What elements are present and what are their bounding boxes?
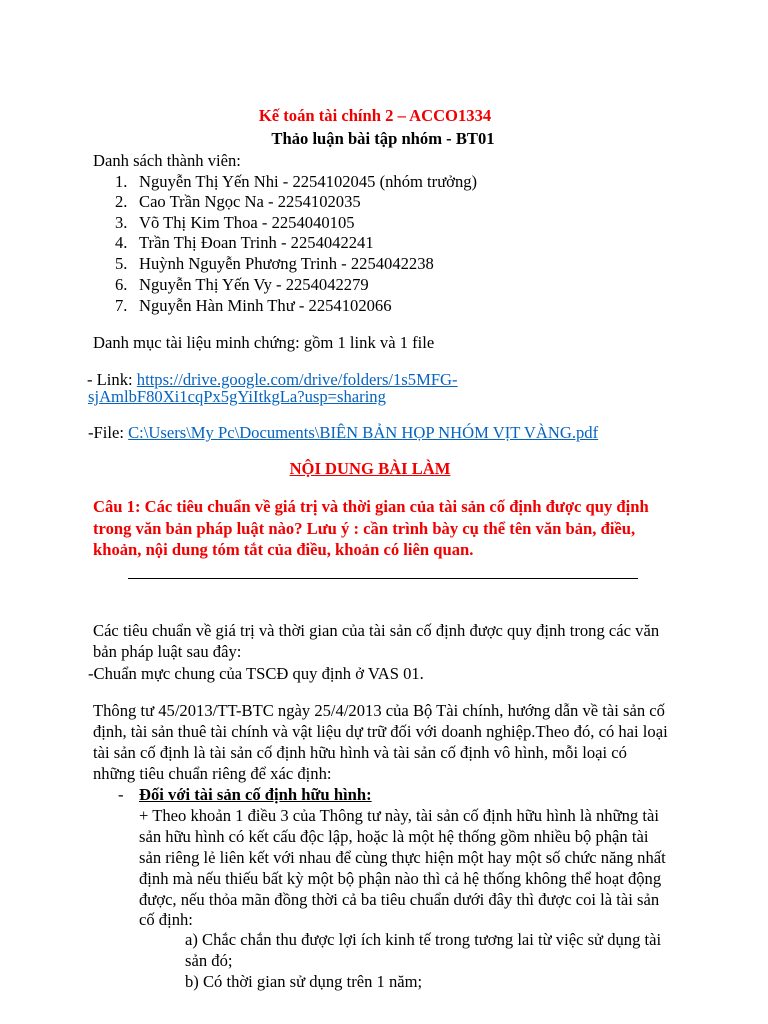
member-item [115, 296, 392, 316]
member-number: 6. [115, 275, 128, 294]
member-name: Nguyễn Thị Yến Vy - 2254042279 [139, 275, 369, 294]
circular-line: định, tài sản thuê tài chính và vật liệu dự trữ đối với doanh nghiệp.Theo đó, có hai loại [93, 722, 668, 741]
tangible-line: được, nếu thỏa mãn đồng thời cả ba tiêu chuẩn dưới đây thì được coi là tài sản [139, 890, 660, 909]
member-number: 1. [115, 172, 128, 191]
member-item [115, 213, 355, 233]
criteria-line: sản đó; [185, 951, 233, 970]
member-item [115, 275, 369, 295]
tangible-heading: Đối với tài sản cố định hữu hình: [139, 785, 372, 804]
member-number: 3. [115, 213, 128, 232]
bullet-dash: - [118, 785, 124, 804]
member-item [115, 254, 434, 274]
file-prefix: -File: [88, 423, 129, 442]
tangible-line: sản riêng lẻ liên kết với nhau để cùng thực hiện một hay một số chức năng nhất [139, 848, 666, 867]
member-number: 2. [115, 192, 128, 211]
section-title: NỘI DUNG BÀI LÀM [289, 459, 451, 478]
member-name: Nguyễn Hàn Minh Thư - 2254102066 [139, 296, 392, 315]
members-heading: Danh sách thành viên: [93, 151, 241, 170]
member-number: 4. [115, 233, 128, 252]
divider-line [128, 578, 638, 579]
circular-line: Thông tư 45/2013/TT-BTC ngày 25/4/2013 của Bộ Tài chính, hướng dẫn về tài sản cố [93, 701, 665, 720]
tangible-line: + Theo khoản 1 điều 3 của Thông tư này, tài sản cố định hữu hình là những tài [139, 806, 659, 825]
criteria-line: b) Có thời gian sử dụng trên 1 năm; [185, 972, 423, 991]
assignment-title: Thảo luận bài tập nhóm - BT01 [271, 129, 495, 148]
question-line: trong văn bản pháp luật nào? Lưu ý : cần trình bày cụ thể tên văn bản, điều, [93, 519, 636, 538]
circular-line: tài sản cố định là tài sản cố định hữu hình và tài sản cố định vô hình, mỗi loại có [93, 743, 627, 762]
question-line: khoản, nội dung tóm tắt của điều, khoản có liên quan. [93, 540, 474, 559]
member-name: Võ Thị Kim Thoa - 2254040105 [139, 213, 355, 232]
course-title: Kế toán tài chính 2 – ACCO1334 [258, 106, 492, 125]
member-item [115, 233, 374, 253]
question-line: Câu 1: Các tiêu chuẩn về giá trị và thời gian của tài sản cố định được quy định [93, 497, 649, 516]
member-number: 7. [115, 296, 128, 315]
intro-line: bản pháp luật sau đây: [93, 642, 242, 661]
drive-link[interactable]: https://drive.google.com/drive/folders/1s5MFG- [136, 370, 458, 389]
intro-line: Các tiêu chuẩn về giá trị và thời gian của tài sản cố định được quy định trong các văn [93, 621, 660, 640]
file-link[interactable]: C:\Users\My Pc\Documents\BIÊN BẢN HỌP NHÓM VỊT VÀNG.pdf [128, 423, 599, 442]
tangible-line: sản hữu hình có kết cấu độc lập, hoặc là một hệ thống gồm nhiều bộ phận tài [139, 827, 649, 846]
member-name: Trần Thị Đoan Trinh - 2254042241 [139, 233, 374, 252]
criteria-line: a) Chắc chắn thu được lợi ích kinh tế trong tương lai từ việc sử dụng tài [185, 930, 662, 949]
member-name: Nguyễn Thị Yến Nhi - 2254102045 (nhóm trưởng) [139, 172, 478, 191]
circular-line: những tiêu chuẩn riêng để xác định: [93, 764, 332, 783]
link-prefix: - Link: [87, 370, 137, 389]
tangible-line: cố định: [139, 910, 193, 929]
tangible-line: định mà nếu thiếu bất kỳ một bộ phận nào thì cả hệ thống không thể hoạt động [139, 869, 662, 888]
evidence-heading: Danh mục tài liệu minh chứng: gồm 1 link và 1 file [93, 333, 435, 352]
member-name: Huỳnh Nguyễn Phương Trinh - 2254042238 [139, 254, 434, 273]
standard-line: -Chuẩn mực chung của TSCĐ quy định ở VAS 01. [88, 664, 424, 683]
file-line [88, 423, 598, 443]
tangible-heading-row [118, 785, 372, 805]
drive-link-continued[interactable]: sjAmlbF80Xi1cqPx5gYiItkgLa?usp=sharing [88, 387, 386, 406]
member-name: Cao Trần Ngọc Na - 2254102035 [139, 192, 361, 211]
link-line [88, 387, 386, 407]
member-number: 5. [115, 254, 128, 273]
member-item [115, 172, 477, 192]
member-item [115, 192, 361, 212]
